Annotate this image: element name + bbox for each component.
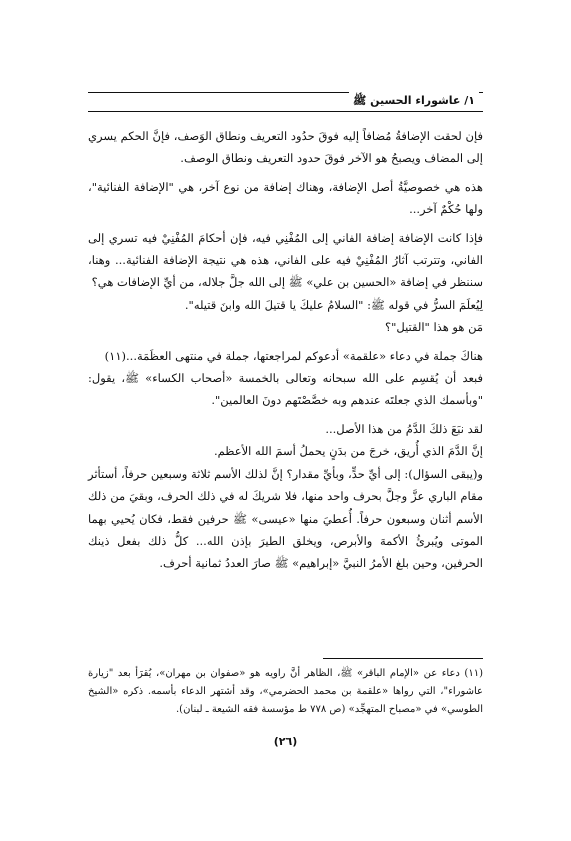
paragraph: هذه هي خصوصيَّةُ أصل الإضافة، وهناك إضافة من نوع آخر، هي "الإضافة الفنائية"، ولها حُكْمٌ آخر... — [88, 179, 483, 217]
paragraph: إنَّ الدَّمَ الذي أُريق، خرجَ من بدَنٍ يحملُ أسمَ الله الأعظم. — [213, 444, 483, 459]
footnote-text: (١١) دعاء عن «الإمام الباقر» ﷺ، الظاهر أنَّ راويه هو «صفوان بن مهران»، يُقرَأ بعد "زيارة عاشوراء"، التي رواها «علقمة بن محمد الحضرمي»، وقد أشتهر الدعاء بأسمه. ذكره «الشيخ الطوسي» في «مصباح المتهجِّد» (ص ٧٧٨ ط مؤسسة فقه الشيعة ـ لبنان). — [88, 668, 483, 715]
header-title: ١/ عاشوراء الحسين ﷺ — [349, 92, 479, 110]
footnote — [88, 665, 483, 719]
paragraph: مَن هو هذا "القتيل"؟ — [384, 320, 483, 335]
main-text — [88, 125, 483, 575]
page-number: (٢٦) — [273, 735, 298, 748]
footnote-divider — [323, 658, 483, 659]
paragraph: فإن لحقت الإضافةُ مُضافاً إليه فوقَ حدُود التعريف ونطاق الوَصف، فإنَّ الحكم يسري إلى المضاف ويصبحُ هو الآخر فوقَ حدود التعريف ونطاق الوصف. — [88, 129, 483, 166]
paragraph: لقد نبَعَ ذلكَ الدَّمُ من هذا الأصل... — [325, 421, 483, 436]
paragraph: فإذا كانت الإضافة إضافة الفاني إلى المُفْنِي فيه، فإن أحكامَ المُفْنِيْ فيه تسري إلى الفاني، وتترتب آثارُ المُفْنِيْ فيه على الفاني، هذه هي نتيجة الإضافة الفنائية... وهنا، سننظر في إضافة «الحسين بن علي» ﷺ إلى الله جلَّ جلاله، من أيِّ الإضافات هي؟ — [88, 230, 483, 290]
paragraph: فبعد أن يُقسِم على الله سبحانه وتعالى بالخمسة «أصحاب الكساء» ﷺ، يقول: "وبأسمك الذي جعلتَه عندهم وبه خصَّصْتَهم دونَ العالمين". — [88, 371, 483, 408]
running-header — [88, 92, 483, 112]
paragraph: هناكَ جملة في دعاء «علقمة» أدعوكم لمراجعتها، جملة في منتهى العظَمَة...(١١) — [104, 348, 483, 363]
paragraph: لِيُعلَمَ السرُّ في قوله ﷺ: "السلامُ عليكَ يا قتيلَ الله وابنَ قتيله". — [184, 297, 483, 312]
paragraph: و(يبقى السؤال): إلى أيِّ حدٍّ، وبأيِّ مقدار؟ إنَّ لذلك الأسم ثلاثة وسبعين حرفاً، أستأثر مقام الباري عزَّ وجلَّ بحرف واحد منها، فلا شريكَ له في ذلك الحرف، وبقيَ من ذلك الأسم أثنان وسبعون حرفاً. أُعطيَ منها «عيسى» ﷺ حرفين فقط، فكان يُحيي بهما الموتى ويُبرئُ الأكمهَ والأبرص، ويخلق الطيرَ بإذن الله... كلُّ ذلك بفعل ذينك الحرفين، وحين بلغ الأمرُ النبيَّ «إبراهيم» ﷺ صارَ العددُ ثمانية أحرف. — [88, 466, 483, 571]
